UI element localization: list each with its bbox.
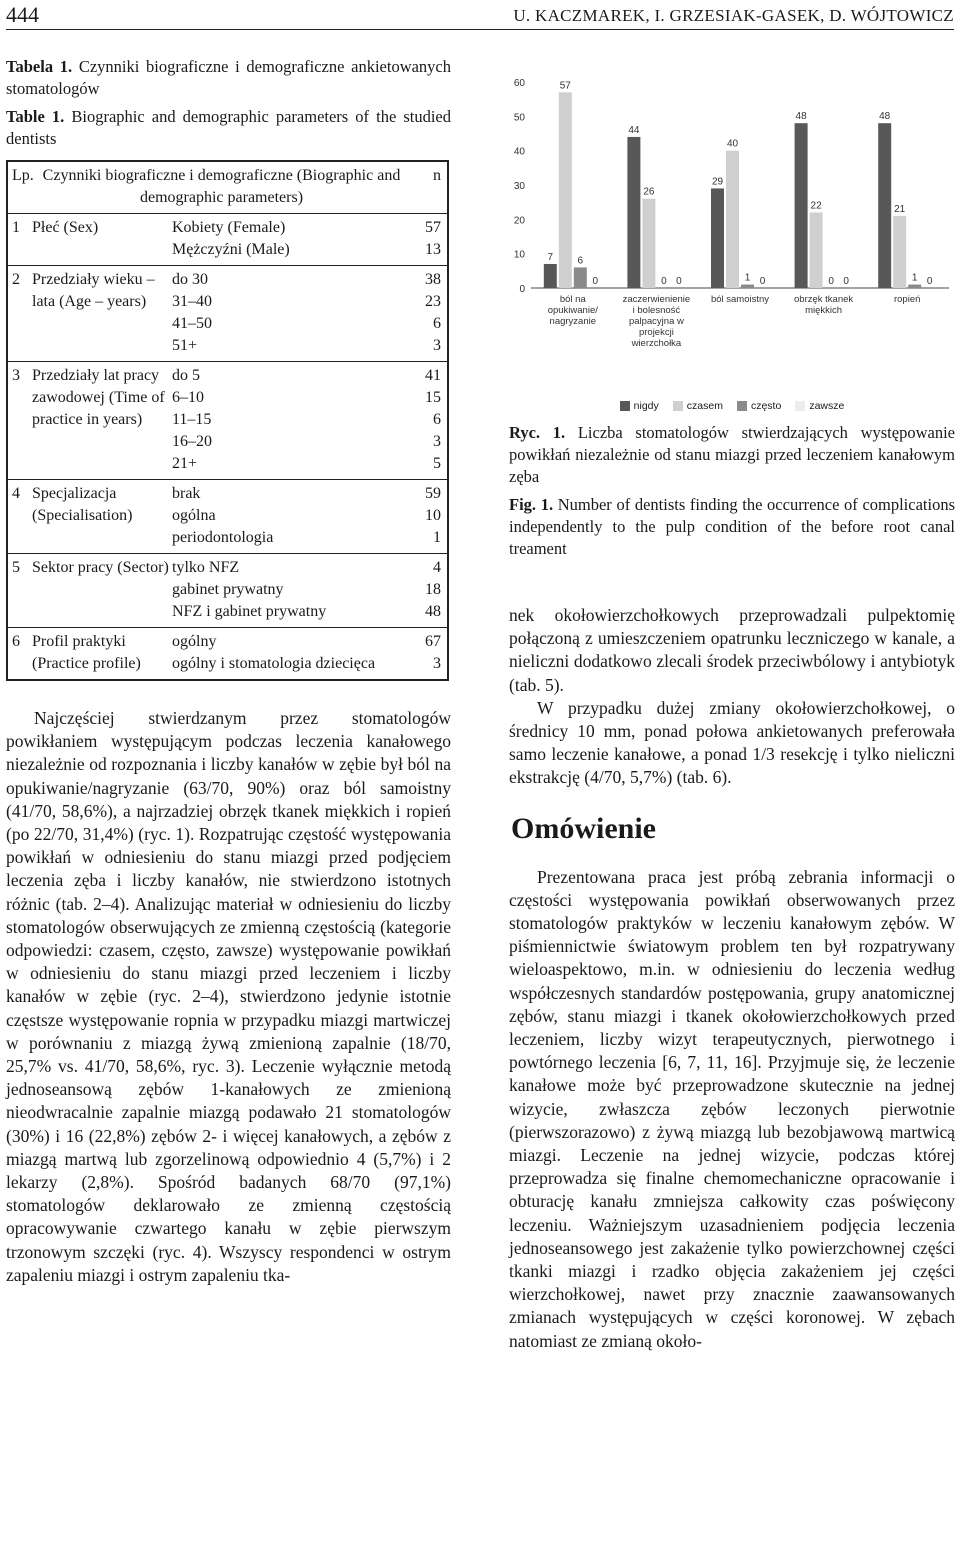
bar: [878, 123, 891, 288]
right-column: [509, 56, 955, 1353]
bar: [726, 151, 739, 288]
figure-label-pl: Ryc. 1.: [509, 423, 566, 442]
x-category-label: obrzęk tkanek: [794, 294, 854, 305]
bar-value-label: 48: [795, 111, 807, 123]
legend-item: [795, 400, 844, 412]
row-lp: 4: [12, 485, 20, 502]
bar: [908, 285, 921, 288]
table-row: [8, 628, 447, 679]
table-label-pl: Tabela 1.: [6, 57, 73, 76]
bar: [544, 264, 557, 288]
row-count: 48: [425, 603, 441, 620]
figure-caption-pl: [509, 422, 955, 488]
bar: [810, 212, 823, 288]
legend-swatch: [673, 401, 683, 411]
bar-value-label: 0: [676, 276, 682, 287]
legend-label: często: [750, 400, 782, 412]
row-categories: [172, 631, 411, 675]
legend-swatch: [620, 401, 630, 411]
right-paragraph-3: Prezentowana praca jest próbą zebrania informacji o częstości występowania powikłań obserwowanych przez stomatologów praktyków w leczeniu kanałowym zębów. W piśmiennictwie światowym problem ten był rozpatrywany wieloaspektowo, m.in. w odniesieniu do leczenia według współczesnych standardów postępowania, grupy anatomicznej zębów, stanu miazgi i tkanek okołowierzchołkowych przed leczeniem, liczby wizyt terapeutycznych, pierwotnego i powtórnego leczenia [6, 7, 11, 16]. Przyjmuje się, że leczenie kanałowe może być przeprowadzone skutecznie na jednej wizycie, zwłaszcza zębów leczonych pierwotnie (pierwszorazowo) z żywą miazgą lub bezobjawową martwicą miazgi. Leczenie na jednej wizycie, podczas której przeprowadza się finalne chemomechaniczne opracowanie i obturację kanału zmniejsza całkowity czas poświęcony leczeniu. Ważniejszym uzasadnieniem podjęcia leczenia jednoseansowego jest zakażenie tylko powierzchownej części tkanki miazgi i rzadko objęcia zakażeniem jej części wierzchołkowej, nawet przy znacznie zaawansowanych zmianach występujących w części koronowej. W zębach natomiast ze zmianą około-: [509, 866, 955, 1351]
table-row: [8, 266, 447, 362]
row-counts: [411, 365, 447, 475]
legend-label: zawsze: [809, 400, 845, 412]
x-category-label: palpacyjna w: [628, 316, 684, 327]
row-count: 3: [433, 337, 441, 354]
row-category: Mężczyźni (Male): [172, 241, 290, 258]
bar-value-label: 0: [661, 276, 667, 287]
header-lp: Lp.: [12, 167, 34, 184]
y-tick-label: 0: [519, 284, 525, 295]
row-lp: 5: [12, 559, 20, 576]
running-head: U. KACZMAREK, I. GRZESIAK-GASEK, D. WÓJTOWICZ: [513, 6, 954, 25]
legend-swatch: [737, 401, 747, 411]
legend-label: czasem: [686, 400, 723, 412]
header-param: Czynniki biograficzne i demograficzne (Biographic and demographic parameters): [42, 167, 401, 206]
row-count: 3: [433, 655, 441, 672]
row-lp: 1: [12, 219, 20, 236]
x-category-label: projekcji: [638, 327, 674, 338]
bar: [642, 199, 655, 288]
bar-value-label: 26: [643, 186, 655, 198]
bar-value-label: 29: [711, 176, 724, 188]
row-categories: [172, 217, 411, 261]
x-category-label: i bolesność: [632, 305, 681, 316]
row-param: Przedziały wieku – lata (Age – years): [32, 271, 155, 310]
table-row: [8, 214, 447, 266]
y-tick-label: 30: [513, 181, 525, 192]
section-title: Omówienie: [511, 811, 656, 845]
row-categories: [172, 269, 411, 357]
row-count: 59: [425, 485, 441, 502]
row-param: Przedziały lat pracy zawodowej (Time of practice in years): [32, 367, 165, 428]
row-category: brak: [172, 485, 201, 502]
demographics-table: [6, 160, 449, 681]
figure-label-en: Fig. 1.: [509, 495, 554, 514]
bar-value-label: 44: [628, 124, 640, 136]
y-tick-label: 10: [513, 249, 525, 261]
legend-item: [737, 400, 781, 412]
table-row: [8, 554, 447, 628]
row-count: 5: [433, 455, 441, 472]
row-count: 67: [425, 633, 441, 650]
header-n: n: [433, 167, 441, 184]
right-paragraph-1: nek okołowierzchołkowych przeprowadzali pulpektomię połączoną z umieszczeniem opatrunku leczniczego w kanale, a nieliczni dodatkowo zlecali środek przeciwbólowy i antybiotyk (tab. 5).: [509, 605, 955, 695]
x-category-label: ropień: [893, 294, 921, 305]
left-body-paragraph: Najczęściej stwierdzanym przez stomatologów powikłaniem występującym podczas leczenia kanałowego niezależnie od rozpoznania i liczby kanałów w zębie był ból na opukiwanie/nagryzanie (63/70, 90%) oraz ból samoistny (41/70, 58,6%), a najrzadziej obrzęk tkanek miękkich i ropień (po 22/70, 31,4%) (ryc. 1). Rozpatrując częstość występowania powikłań w odniesieniu do stanu miazgi przed podjęciem leczenia zęba i liczby kanałów, nie stwierdzono istotnych różnic (tab. 2–4). Analizując materiał w odniesieniu do liczby stomatologów obserwujących ze zmienną częstością (kategorie odpowiedzi: czasem, często, zawsze) występowanie powikłań w odniesieniu do stanu miazgi przed leczeniem i liczby kanałów w zębie (ryc. 2–4), stwierdzono jedynie istotnie częstsze występowanie ropnia w przypadku miazgi martwiczej w porównaniu z miazgą żywą zmienioną zapalnie (18/70, 25,7% vs. 41/70, 58,6%, ryc. 3). Leczenie wyłącznie metodą jednoseansową zębów 1-kanałowych ze zmienioną nieodwracalnie zapalnie miazgą podawało 21 stomatologów (30%) i 16 (22,8%) zębów 2- i więcej kanałowych, a zębów z miazgą martwą lub zgorzelinową odpowiednio 4 (5,7%) i 2 lekarzy (2,8%). Spośród badanych 68/70 (97,1%) stomatologów deklarowało ze zmienną częstością opracowywanie czwartego kanału w zębie pierwszym trzonowym szczęki (ryc. 4). Wszyscy respondenci w ostrym zapaleniu miazgi i ostrym zapaleniu tka-: [6, 708, 451, 1285]
row-count: 10: [425, 507, 441, 524]
row-lp: 3: [12, 367, 20, 384]
table-body: [8, 214, 447, 679]
row-category: do 5: [172, 367, 200, 384]
table-caption-pl: [6, 56, 451, 100]
bar-value-label: 0: [592, 276, 599, 287]
bar: [574, 267, 587, 288]
left-column: [6, 56, 451, 1287]
bar-chart-svg: [509, 56, 955, 376]
y-tick-label: 60: [513, 78, 525, 89]
bar-value-label: 6: [577, 255, 584, 267]
row-category: 51+: [172, 337, 198, 354]
table-label-en: Table 1.: [6, 107, 65, 126]
bar-value-label: 1: [911, 272, 918, 284]
bar-value-label: 22: [810, 200, 822, 212]
legend-item: [620, 400, 659, 412]
legend-item: [673, 400, 723, 412]
row-count: 57: [425, 219, 441, 236]
table-title-en: Biographic and demographic parameters of the studied dentists: [6, 107, 452, 148]
row-categories: [172, 365, 411, 475]
page-number: 444: [6, 2, 39, 27]
row-category: 31–40: [172, 293, 212, 310]
row-param: Płeć (Sex): [32, 219, 99, 236]
row-category: Kobiety (Female): [172, 219, 286, 236]
table-row: [8, 480, 447, 554]
row-category: gabinet prywatny: [172, 581, 284, 598]
bar: [893, 216, 906, 288]
x-category-label: zaczerwienienie: [622, 294, 691, 305]
figure-title-en: Number of dentists finding the occurrence of complications independently to the pulp condition of the before root canal treament: [509, 495, 956, 558]
bar: [627, 137, 640, 288]
legend-swatch: [795, 401, 805, 411]
row-counts: [411, 269, 447, 357]
bar: [711, 188, 724, 288]
x-category-label: wierzchołka: [631, 338, 682, 349]
x-category-label: ból samoistny: [710, 294, 770, 305]
row-count: 41: [425, 367, 441, 384]
figure-1-chart: [509, 56, 955, 396]
figure-caption-en: [509, 494, 955, 560]
bar-value-label: 57: [559, 80, 571, 92]
row-category: tylko NFZ: [172, 559, 240, 576]
row-category: 6–10: [172, 389, 204, 406]
bar-value-label: 21: [894, 203, 906, 215]
row-category: ogólna: [172, 507, 216, 524]
x-category-label: miękkich: [805, 305, 843, 316]
bar: [559, 92, 572, 288]
bar-value-label: 40: [726, 138, 739, 150]
bar-value-label: 1: [744, 272, 751, 284]
bar-value-label: 48: [879, 111, 891, 123]
right-paragraph-2: W przypadku dużej zmiany okołowierzchołkowej, o średnicy 10 mm, ponad połowa ankietowanych preferowała samo leczenie kanałowe, a ponad 1/3 resekcję i tylko nieliczni ekstrakcję (4/70, 5,7%) (tab. 6).: [509, 697, 955, 788]
row-param: Profil praktyki (Practice profile): [32, 633, 141, 672]
row-category: do 30: [172, 271, 208, 288]
bar-value-label: 0: [828, 276, 834, 287]
row-lp: 6: [12, 633, 20, 650]
row-category: periodontologia: [172, 529, 274, 546]
row-count: 13: [425, 241, 441, 258]
bar-value-label: 0: [759, 276, 766, 287]
row-category: 21+: [172, 455, 198, 472]
bar-value-label: 0: [926, 276, 933, 287]
row-categories: [172, 557, 411, 623]
table-caption-en: [6, 106, 451, 150]
y-tick-label: 50: [513, 112, 525, 124]
row-param: Sektor pracy (Sector): [32, 559, 169, 576]
row-count: 18: [425, 581, 441, 598]
row-count: 1: [433, 529, 441, 546]
chart-legend: [509, 400, 955, 412]
y-tick-label: 20: [513, 215, 525, 227]
row-category: 11–15: [172, 411, 212, 428]
page-header: [6, 0, 954, 30]
row-count: 23: [425, 293, 441, 310]
table-header-row: [8, 162, 447, 214]
row-param: Specjalizacja (Specialisation): [32, 485, 133, 524]
row-category: 41–50: [172, 315, 212, 332]
bar: [795, 123, 808, 288]
row-counts: [411, 557, 447, 623]
bar-value-label: 0: [843, 276, 849, 287]
row-count: 6: [433, 315, 441, 332]
row-categories: [172, 483, 411, 549]
y-tick-label: 40: [513, 146, 525, 158]
x-category-label: ból na: [559, 294, 586, 305]
x-category-label: opukiwanie/: [547, 305, 598, 316]
row-count: 38: [425, 271, 441, 288]
table-row: [8, 362, 447, 480]
row-count: 3: [433, 433, 441, 450]
row-count: 4: [433, 559, 441, 576]
row-counts: [411, 483, 447, 549]
row-category: ogólny i stomatologia dziecięca: [172, 655, 376, 672]
figure-title-pl: Liczba stomatologów stwierdzających występowanie powikłań niezależnie od stanu miazgi przed leczeniem kanałowym zęba: [509, 423, 955, 486]
legend-label: nigdy: [633, 400, 659, 412]
bar-value-label: 7: [547, 251, 554, 263]
x-category-label: nagryzanie: [549, 316, 597, 327]
table-title-pl: Czynniki biograficzne i demograficzne ankietowanych stomatologów: [6, 57, 452, 98]
row-category: NFZ i gabinet prywatny: [172, 603, 327, 620]
row-count: 15: [425, 389, 441, 406]
row-counts: [411, 631, 447, 675]
row-count: 6: [433, 411, 441, 428]
bar: [741, 285, 754, 288]
row-category: 16–20: [172, 433, 212, 450]
row-category: ogólny: [172, 633, 217, 650]
row-counts: [411, 217, 447, 261]
row-lp: 2: [12, 271, 20, 288]
